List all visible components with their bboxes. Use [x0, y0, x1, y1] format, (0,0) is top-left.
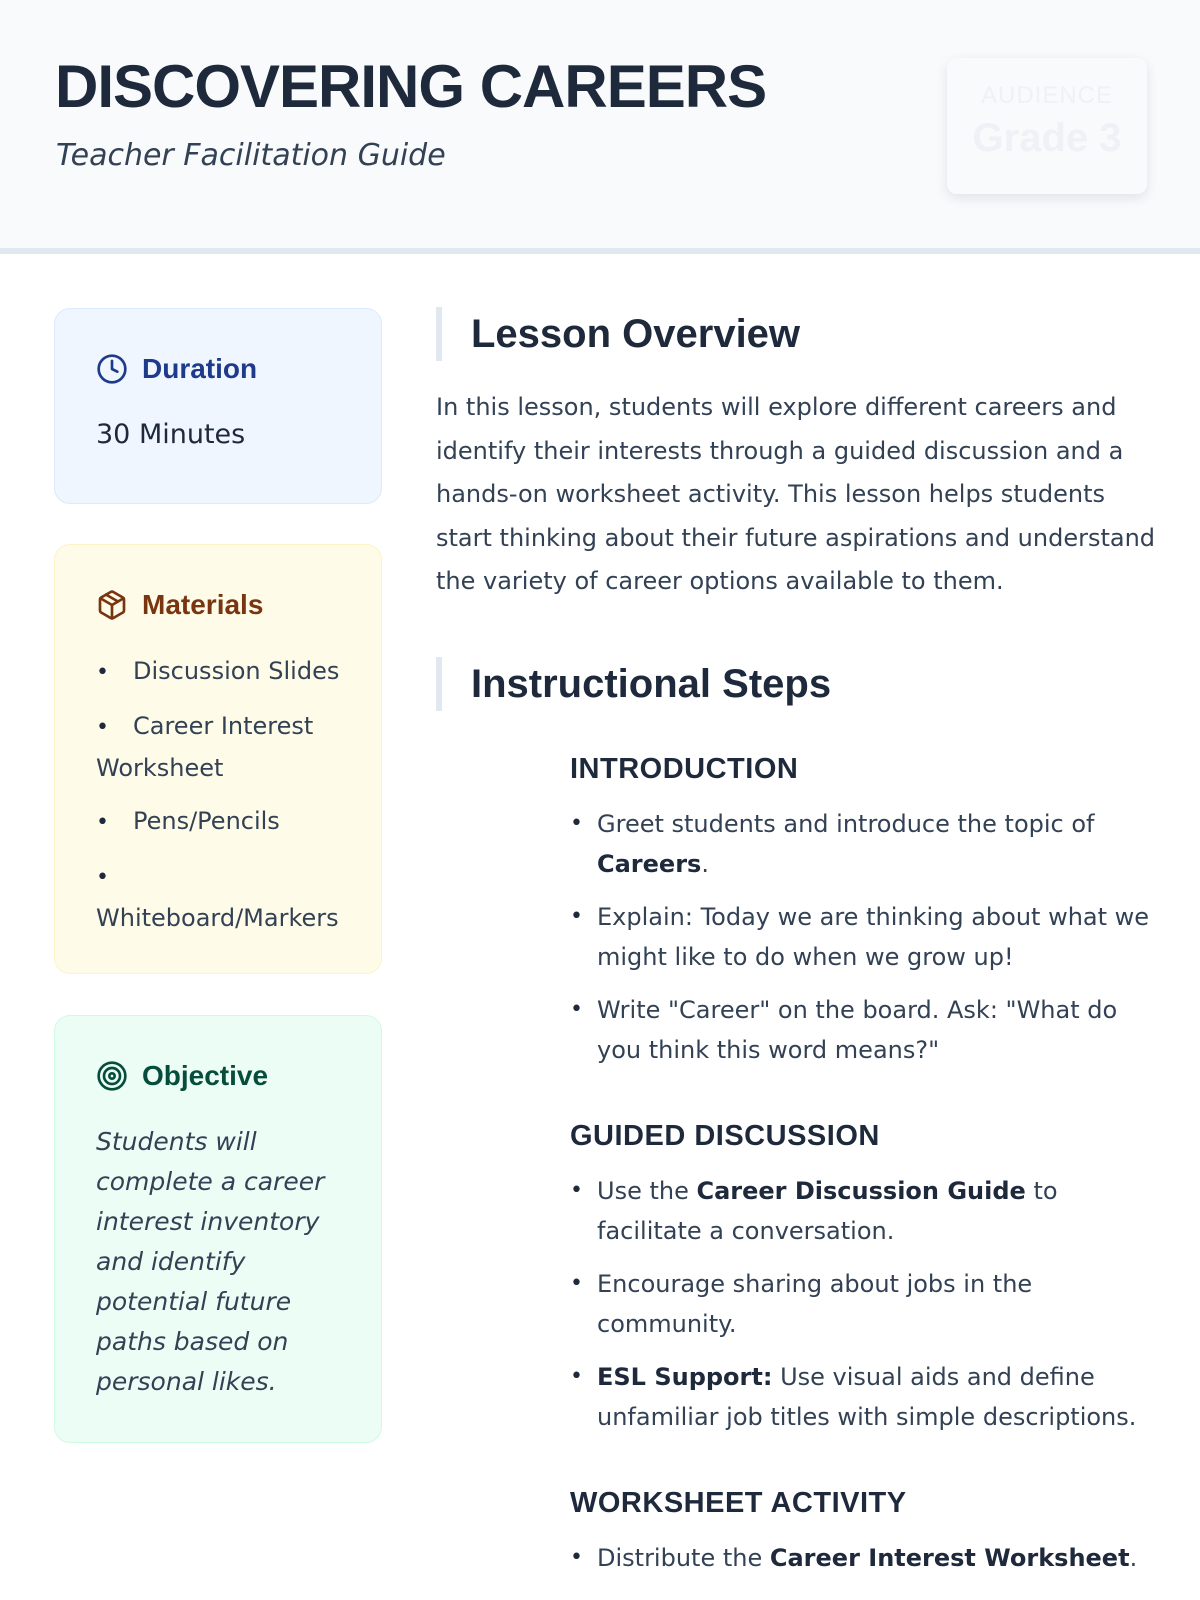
audience-badge [947, 58, 1147, 194]
instructional-steps-heading: Instructional Steps [436, 657, 831, 711]
audience-label: AUDIENCE [980, 82, 1114, 109]
step-worksheet-activity [570, 1487, 1160, 1591]
materials-card-header [96, 585, 343, 625]
item-text: Use the [597, 1177, 697, 1205]
list-item [570, 1357, 1160, 1437]
material-item: • Pens/Pencils [96, 801, 343, 843]
objective-text: Students will complete a career interest inventory and identify potential future paths based on personal likes. [96, 1127, 325, 1396]
item-bold-text: ESL Support: [597, 1363, 773, 1391]
clock-icon [96, 353, 128, 385]
materials-list [96, 651, 343, 938]
objective-title: Objective [142, 1060, 269, 1091]
material-item: • Career Interest Worksheet [96, 706, 343, 788]
item-bold-text: Careers [597, 850, 702, 878]
lesson-overview-text: In this lesson, students will explore different careers and identify their interests through a guided discussion and a hands-on worksheet activity. This lesson helps students start thinking about their future aspirations and understand the variety of career options available to them. [436, 393, 1156, 595]
package-icon [96, 589, 128, 621]
step-guided-discussion [570, 1120, 1160, 1450]
lesson-overview-heading: Lesson Overview [436, 307, 800, 361]
materials-card [54, 544, 382, 974]
list-item: • Encourage sharing about jobs in the community. [570, 1264, 1160, 1344]
step-title: INTRODUCTION [570, 753, 799, 785]
target-icon [96, 1060, 128, 1092]
step-title: WORKSHEET ACTIVITY [570, 1487, 907, 1519]
list-item [570, 804, 1160, 884]
step-list [570, 1538, 1160, 1578]
page-subtitle: Teacher Facilitation Guide [56, 138, 446, 173]
step-title: GUIDED DISCUSSION [570, 1120, 880, 1152]
item-text: Greet students and introduce the topic of [597, 810, 1095, 838]
materials-title: Materials [142, 589, 264, 620]
page-title: DISCOVERING CAREERS [55, 53, 767, 120]
step-list [570, 1171, 1160, 1437]
item-text: to facilitate a conversation. [597, 1177, 1058, 1245]
audience-value: Grade 3 [972, 116, 1122, 160]
step-introduction [570, 753, 1160, 1083]
duration-card-header [96, 349, 343, 389]
item-bold-text: Career Discussion Guide [696, 1177, 1026, 1205]
material-item: • Discussion Slides [96, 651, 343, 693]
item-text: . [701, 850, 709, 878]
material-item: • Whiteboard/Markers [96, 856, 343, 938]
list-item: • Write "Career" on the board. Ask: "What do you think this word means?" [570, 990, 1160, 1070]
objective-card-header [96, 1056, 343, 1096]
item-text: . [1129, 1544, 1138, 1572]
list-item [570, 1538, 1160, 1578]
duration-value: 30 Minutes [96, 419, 246, 450]
header [0, 0, 1200, 254]
objective-card [54, 1015, 382, 1443]
list-item [570, 1171, 1160, 1251]
item-text: Distribute the [597, 1544, 770, 1572]
item-bold-text: Career Interest Worksheet [769, 1544, 1130, 1572]
step-list [570, 804, 1160, 1070]
list-item: • Explain: Today we are thinking about what we might like to do when we grow up! [570, 897, 1160, 977]
duration-card [54, 308, 382, 504]
duration-title: Duration [142, 353, 258, 384]
item-text: Use visual aids and define unfamiliar job titles with simple descriptions. [597, 1363, 1137, 1431]
